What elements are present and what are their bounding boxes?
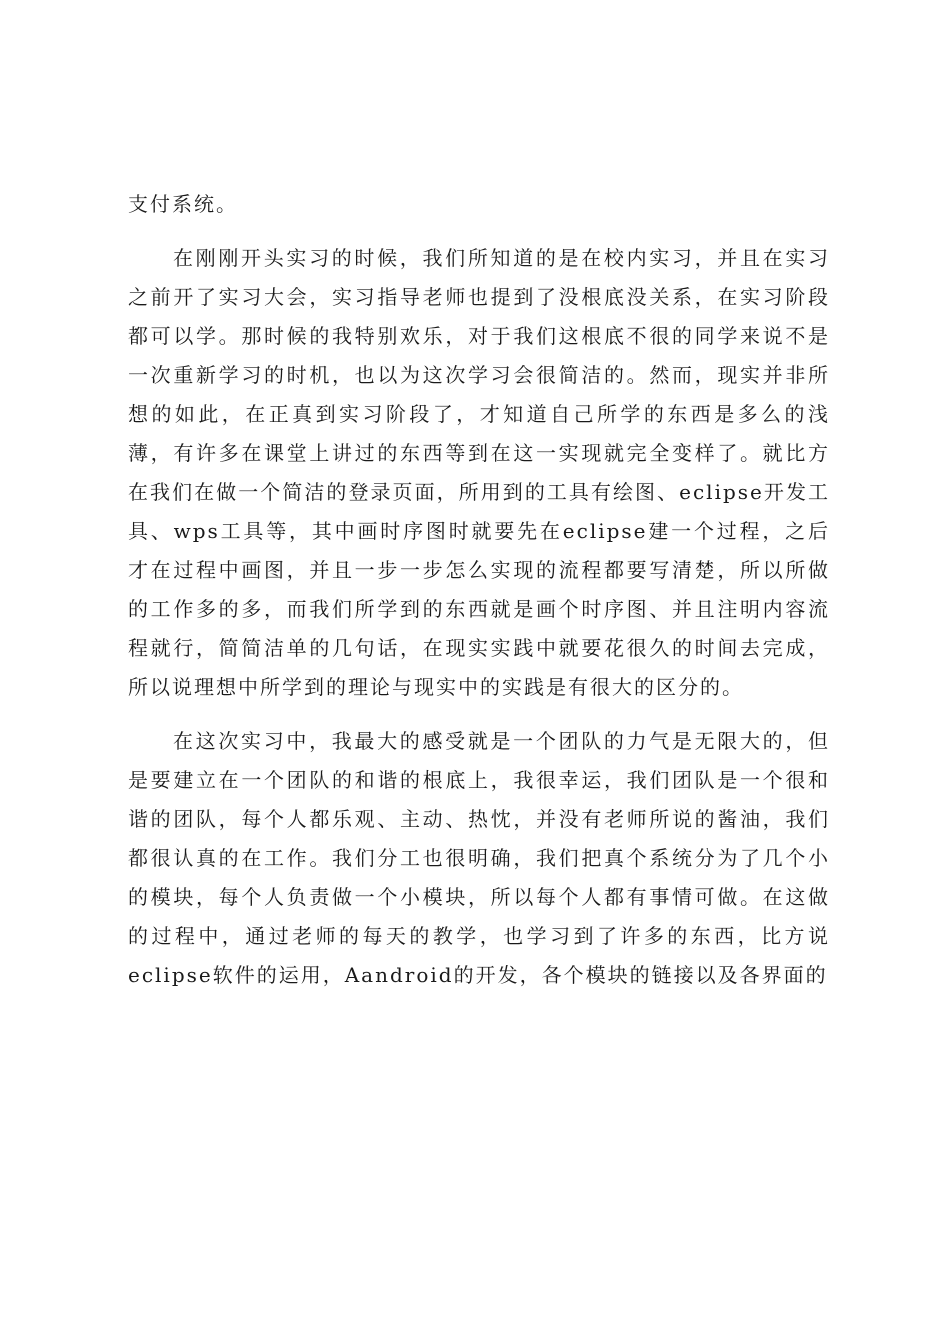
paragraph-internship-start: 在刚刚开头实习的时候，我们所知道的是在校内实习，并且在实习之前开了实习大会，实习指导老师也提到了没根底没关系，在实习阶段都可以学。那时候的我特别欢乐，对于我们这根底不很的同学来说不是一次重新学习的时机，也以为这次学习会很简洁的。然而，现实并非所想的如此，在正真到实习阶段了，才知道自己所学的东西是多么的浅薄，有许多在课堂上讲过的东西等到在这一实现就完全变样了。就比方在我们在做一个简洁的登录页面，所用到的工具有绘图、eclipse开发工具、wps工具等，其中画时序图时就要先在eclipse建一个过程，之后才在过程中画图，并且一步一步怎么实现的流程都要写清楚，所以所做的工作多的多，而我们所学到的东西就是画个时序图、并且注明内容流程就行，简简洁单的几句话，在现实实践中就要花很久的时间去完成，所以说理想中所学到的理论与现实中的实践是有很大的区分的。 bbox=[128, 246, 830, 699]
paragraph-team-experience: 在这次实习中，我最大的感受就是一个团队的力气是无限大的，但是要建立在一个团队的和谐的根底上，我很幸运，我们团队是一个很和谐的团队，每个人都乐观、主动、热忱，并没有老师所说的酱油，我们都很认真的在工作。我们分工也很明确，我们把真个系统分为了几个小的模块，每个人负责做一个小模块，所以每个人都有事情可做。在这做的过程中，通过老师的每天的教学，也学习到了许多的东西，比方说eclipse软件的运用，Aandroid的开发，各个模块的链接以及各界面的 bbox=[128, 729, 830, 987]
document-body bbox=[128, 185, 830, 995]
paragraph-continuation: 支付系统。 bbox=[128, 192, 238, 216]
